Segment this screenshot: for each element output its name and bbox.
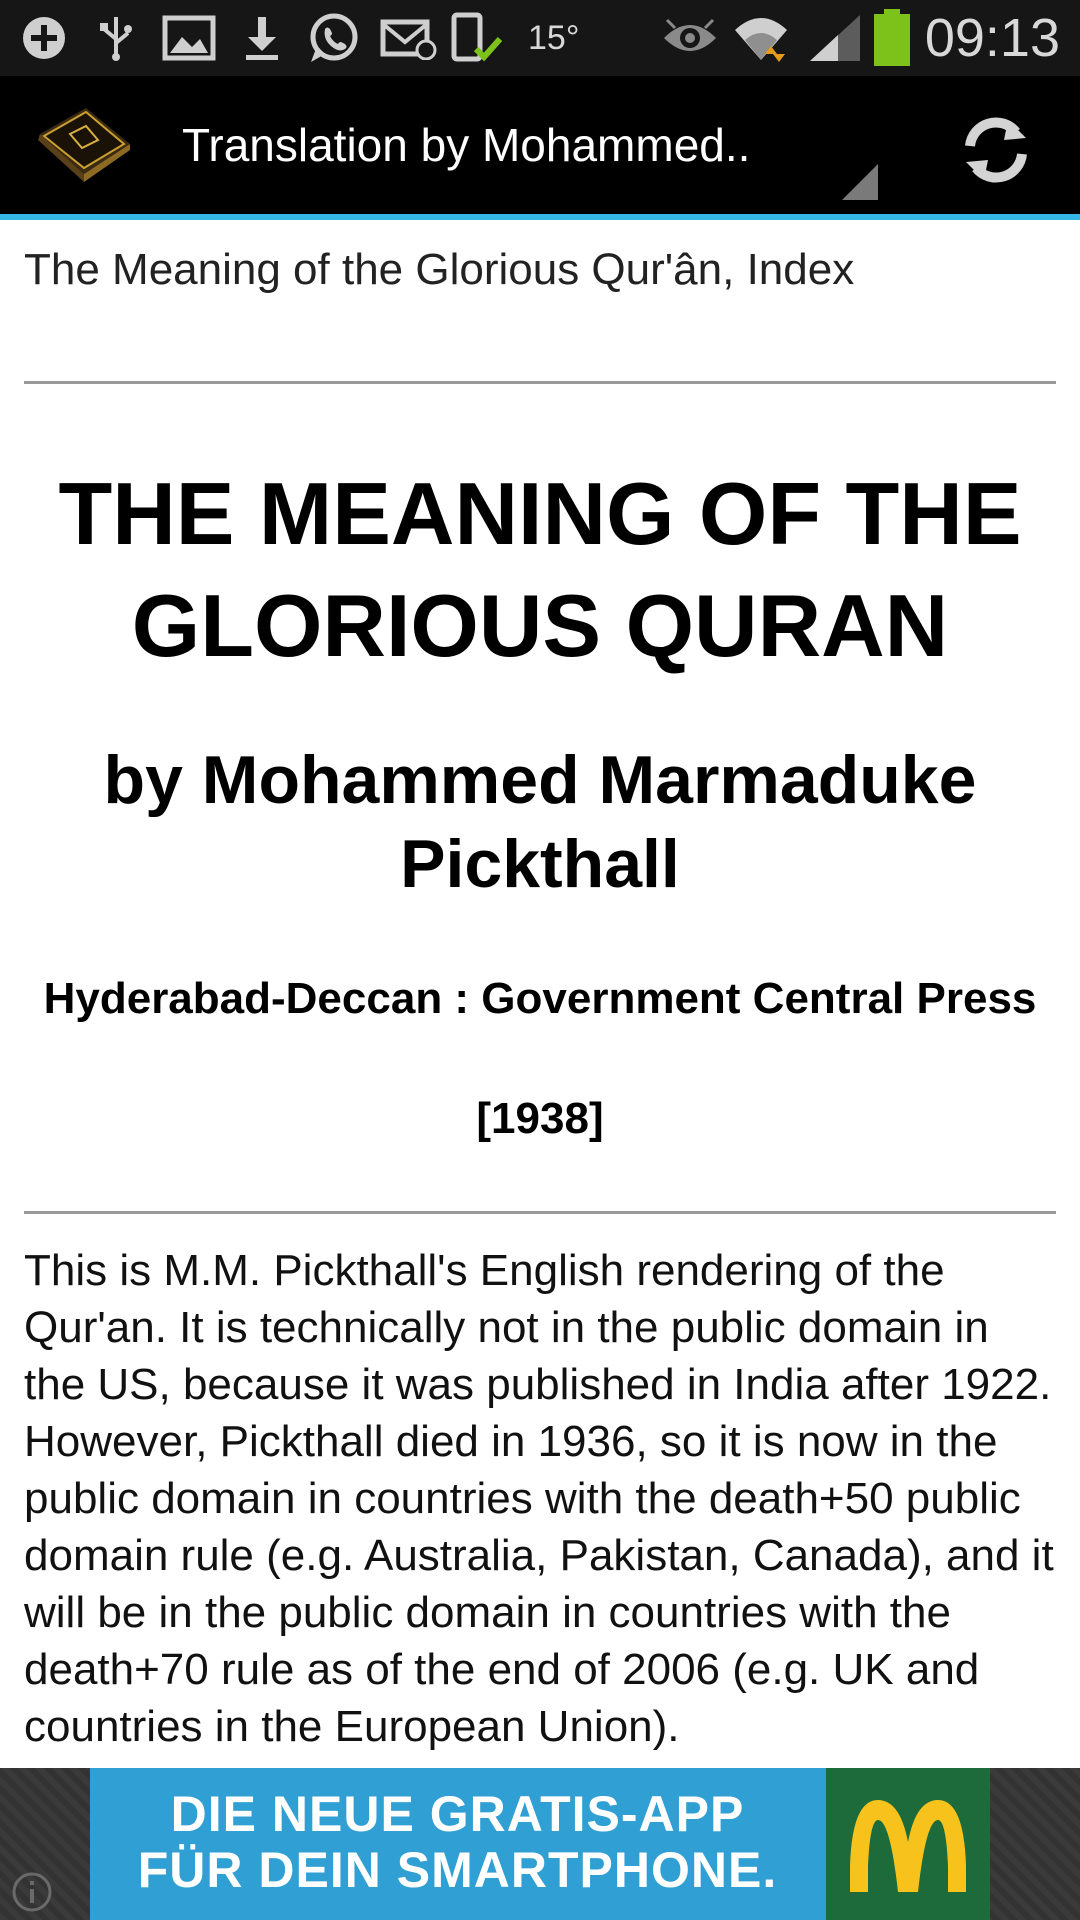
action-bar bbox=[0, 76, 1080, 220]
image-icon bbox=[160, 12, 218, 64]
mcdonalds-logo-icon bbox=[844, 1796, 972, 1894]
clock: 09:13 bbox=[924, 8, 1060, 68]
whatsapp-icon bbox=[304, 12, 362, 64]
breadcrumb-link[interactable]: The Meaning of the Glorious Qur'ân, Index bbox=[24, 245, 855, 294]
usb-icon bbox=[92, 12, 140, 64]
temperature-label: 15° bbox=[528, 18, 580, 57]
signal-icon bbox=[806, 12, 864, 64]
status-bar bbox=[0, 0, 1080, 76]
divider bbox=[24, 1211, 1056, 1214]
eye-icon bbox=[660, 12, 720, 64]
ad-banner-container bbox=[0, 1768, 1080, 1920]
refresh-icon[interactable] bbox=[958, 112, 1034, 188]
dropdown-indicator-icon[interactable] bbox=[842, 164, 878, 200]
info-icon[interactable] bbox=[10, 1870, 54, 1914]
battery-icon bbox=[870, 12, 914, 64]
wifi-icon bbox=[730, 12, 792, 64]
ad-banner[interactable] bbox=[90, 1768, 990, 1920]
ad-line-1: DIE NEUE GRATIS-APP bbox=[170, 1786, 745, 1842]
year-heading: [1938] bbox=[476, 1094, 604, 1143]
ad-logo-panel bbox=[826, 1768, 990, 1920]
ad-line-2: FÜR DEIN SMARTPHONE. bbox=[137, 1842, 778, 1898]
page-title: THE MEANING OF THE GLORIOUS QURAN bbox=[58, 464, 1022, 675]
phone-check-icon bbox=[448, 12, 506, 64]
download-icon bbox=[238, 12, 286, 64]
divider bbox=[24, 381, 1056, 384]
content-area[interactable] bbox=[24, 220, 1056, 1768]
email-icon bbox=[378, 12, 440, 64]
author-heading: by Mohammed Marmaduke Pickthall bbox=[103, 742, 977, 902]
quran-book-icon[interactable] bbox=[34, 104, 134, 186]
publisher-heading: Hyderabad-Deccan : Government Central Press bbox=[43, 974, 1037, 1023]
intro-paragraph: This is M.M. Pickthall's English rendering of the Qur'an. It is technically not in the public domain in the US, because it was published in India after 1922. However, Pickthall died in 1936, so it is now in the public domain in countries with the death+50 public domain rule (e.g. Australia, Pakistan, Canada), and it will be in the public domain in countries with the death+70 rule as of the end of 2006 (e.g. UK and countries in the European Union). bbox=[24, 1246, 1054, 1751]
ad-headline bbox=[90, 1786, 825, 1898]
app-title[interactable]: Translation by Mohammed.. bbox=[182, 119, 751, 171]
add-icon bbox=[16, 12, 72, 64]
